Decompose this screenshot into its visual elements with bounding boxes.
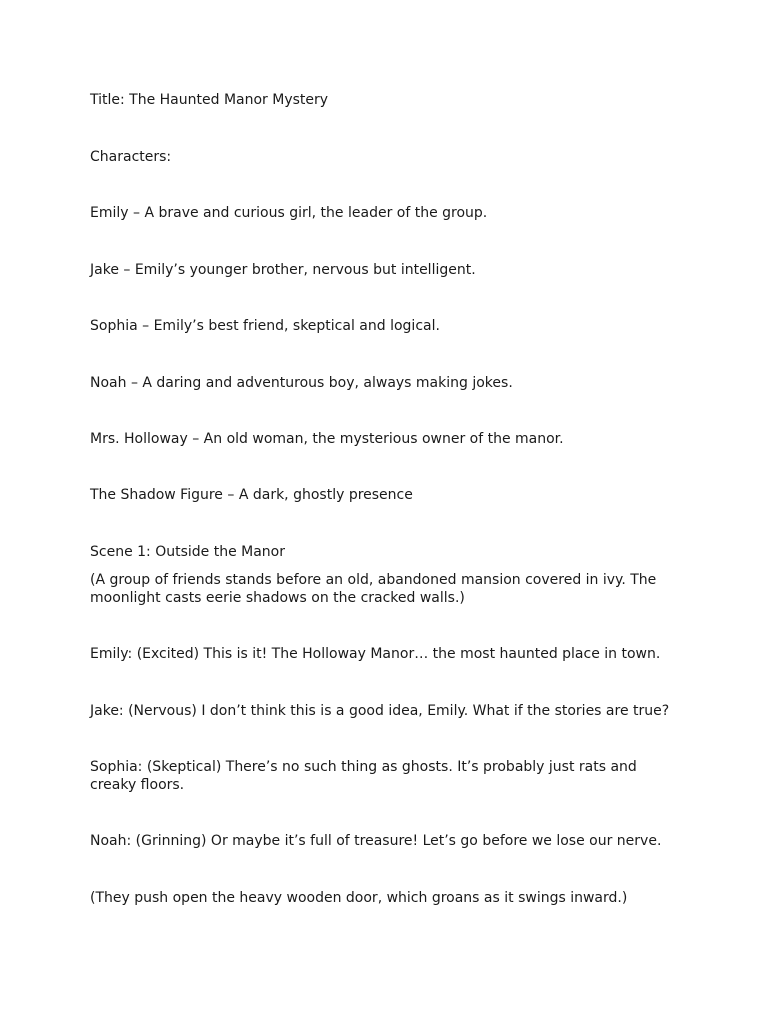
character-entry-jake: Jake – Emily’s younger brother, nervous but intelligent.: [90, 262, 476, 278]
character-entry-noah: Noah – A daring and adventurous boy, always making jokes.: [90, 375, 513, 391]
dialogue-line-sophia: Sophia: (Skeptical) There’s no such thing as ghosts. It’s probably just rats and creaky floors.: [90, 759, 637, 793]
dialogue-line-noah: Noah: (Grinning) Or maybe it’s full of treasure! Let’s go before we lose our nerve.: [90, 833, 662, 849]
dialogue-line-jake: Jake: (Nervous) I don’t think this is a good idea, Emily. What if the stories are true?: [90, 703, 670, 719]
scene-heading: Scene 1: Outside the Manor: [90, 544, 286, 560]
stage-direction: (A group of friends stands before an old, abandoned mansion covered in ivy. The moonlight casts eerie shadows on the cracked walls.): [90, 572, 657, 606]
character-entry-emily: Emily – A brave and curious girl, the leader of the group.: [90, 205, 488, 221]
character-entry-sophia: Sophia – Emily’s best friend, skeptical and logical.: [90, 318, 440, 334]
character-entry-shadow-figure: The Shadow Figure – A dark, ghostly presence: [90, 487, 413, 503]
document-title: Title: The Haunted Manor Mystery: [90, 92, 329, 108]
characters-heading: Characters:: [90, 149, 172, 165]
dialogue-line-emily: Emily: (Excited) This is it! The Holloway Manor… the most haunted place in town.: [90, 646, 661, 662]
stage-direction: (They push open the heavy wooden door, which groans as it swings inward.): [90, 890, 628, 906]
character-entry-mrs-holloway: Mrs. Holloway – An old woman, the mysterious owner of the manor.: [90, 431, 564, 447]
